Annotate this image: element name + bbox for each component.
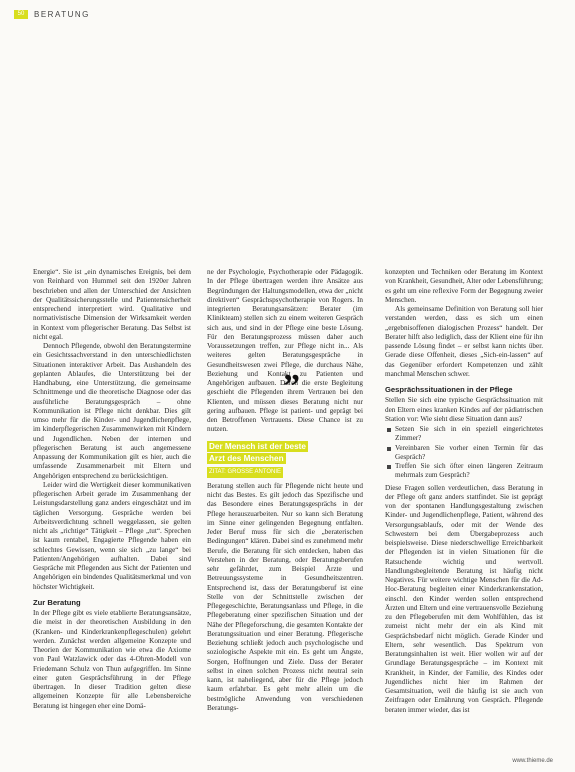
paragraph: Stellen Sie sich eine typische Gesprächssituation mit den Eltern eines kranken Kindes auf der pädiatrischen Station vor: Wie sieht diese Situation dann aus? (385, 396, 543, 423)
paragraph: Energie“. Sie ist „ein dynamisches Ereignis, bei dem von Reinhard von Hummel seit den 1920er Jahren beschrieben und allen der Unterschied der Ansichten der Qualitätssicherungsstelle und Patientensicherheit entsprechend interpretiert wird. Qualitative und normativistische Dimension der Wirksamkeit werden in Kontext vom pflegerischer Beratung. Das Selbst ist nicht egal. (33, 268, 191, 341)
subheading-zur-beratung: Zur Beratung (33, 597, 81, 607)
paragraph: Diese Fragen sollen verdeutlichen, dass Beratung in der Pflege oft ganz anders stattfindet. Sie ist geprägt von der spontanen Handlungsgestaltung zwischen Kinder- und Jugendlichenpflege, Patient, während des Versorgungsablaufs, oder mit der Wende des Schwestern bei dem Übergabeprozess auch beispielsweise. Diese niederschwellige Erreichbarkeit der Pflegenden ist in vielen Situationen für die Ratsuchende wichtig und wertvoll. Handlungsbegleitende Beratung ist häufig nicht Negatives. Für weitere wichtige Menschen für die Ad-Hoc-Beratung begleiten einer Kinderkrankenstation, einschl. den Kinder werden sollen entsprechend Ärzten und Eltern und eine vertrauensvolle Beziehung zu den Pflegeberufen mit dem Wohlfühlen, das ist zumeist nicht mehr der ein als Kind mit Gesprächsbedarf nicht möglich. Gerade Kinder und Eltern, sehr wesentlich. Das Spektrum von Beratungsinhalten ist weit. Hier wollen wir auf der Grundlage Beratungsgespräche – im Kontext mit Krankheit, in Kinder, der Familie, des Kindes oder Jugendliches nicht hier im Rahmen der Gesamtsituation, weil die häufig ist sie auch von Zeitfragen oder Ernährung von Gespräch. Pflegende beraten immer wieder, das ist (385, 483, 543, 714)
paragraph: ne der Psychologie, Psychotherapie oder Pädagogik. In der Pflege übertragen werden ihre Ansätze aus Begründungen der Haltungsmodellen, etwa der „nicht direktiven“ Gesprächspsychotherapie von Rogers. In integrierten Beratungsansätzen: Berater (im Klinikteam) stellen sich zu einem weiteren Gespräch sich aus, und sind in der Pflege eine beste Lösung. Für den Beratungsprozess müssen daher auch Voraussetzungen treffen, zur Pflege nicht in... Als weiteres gelten Beratungsgespräche in Gesundheitswesen zwei Pflege, die durchaus Nähe, Beziehung und Kontakt zu Patienten und Angehörigen aufbauen. Durch die erste Begleitung geschieht die Pflegenden ihrem Vertrauen bei den Klienten, und müssen dieses Beratung nicht nur gering aufbauen. Pflege ist patient- und geprägt bei den Betroffenen Vertrauens. Diese Chance ist zu nutzen. (207, 268, 363, 434)
paragraph: konzepten und Techniken oder Beratung im Kontext von Krankheit, Gesundheit, Alter oder Lebensführung; es geht um eine reflexive Form der Begegnung zweier Menschen. (385, 268, 543, 304)
pull-quote (207, 441, 363, 478)
paragraph: Als gemeinsame Definition von Beratung soll hier verstanden werden, dass es sich um einen „ergebnisoffenen dialogischen Prozess“ handelt. Der Berater hilft also lediglich, dass der Klient eine für ihn passende Lösung findet – er selbst kann nichts über. Gerade diese Offenheit, dieses „Sich-ein-lassen“ auf das Gegenüber erfordert Kompetenzen und zählt manchmal Menschen schwer. (385, 305, 543, 378)
text-column-1 (33, 268, 191, 711)
list-item: Treffen Sie sich öfter einen längeren Zeitraum mehrmals zum Gespräch? (395, 462, 543, 480)
subheading-gespraechssituationen: Gesprächssituationen in der Pflege (385, 385, 513, 394)
pull-quote-line-2: Arzt des Menschen (209, 453, 284, 463)
list-item: Setzen Sie sich in ein speziell eingerichtetes Zimmer? (395, 425, 543, 443)
text-column-2 (207, 268, 363, 713)
section-label: BERATUNG (34, 9, 90, 19)
pull-quote-author: ZITAT: GROSSE ANTONIE (207, 467, 283, 478)
text-column-3 (385, 268, 543, 715)
paragraph: Leider wird die Wertigkeit dieser kommunikativen pflegerischen Arbeit gerade im Zusammenhang der Leistungsdarstellung ganz anders eingeschätzt und im täglichen Versorgung. Gespräche werden bei Arbeitsverdichtung schnell weggelassen, sie gelten nicht als „richtige“ Tätigkeit – Pflege „tut“. Sprechen ist kaum rentabel, Engagierte Pflegende haben ein schlechtes Gewissen, wenn sie sich „zu lange“ bei Patienten/Angehörigen aufhalten. Dabei sind Gespräche mit Pflegenden aus Sicht der Patienten und Angehörigen ein bindendes Qualitätsmerkmal und von höchster Wichtigkeit. (33, 480, 191, 591)
paragraph: Beratung stellen auch für Pflegende nicht heute und nicht das Bestes. Es gilt jedoch das Spezifische und das Besondere eines Beratungsgesprächs in der Pflege herauszuarbeiten. Nur so kann sich Beratung im Sinne einer gelingenden Begegnung entfalten. Jeder Beruf muss für sich die „beraterischen Bedingungen“ klären. Dabei sind es zunehmend mehr Berufe, die Beratung für sich entdecken, haben das Verstehen in der Beratung, oder Beratungsberufen sehr gefährdet, zum Beispiel Ärzte und Betreuungssysteme in Gesundheitszentren. Entsprechend ist, dass der Beratungsberuf ist eine Stelle von der Schnittstelle zwischen der Pflegegeschichte, Beratungsanlass und Pflege, in die Pflegeberatung einer spezifischen Situation und der Nähe der Pflegeforschung, die gesamten Kontakte der Beratungssituation und einer Beratung. Pflegerische Beziehung schließt jedoch auch psychologische und soziologische Aspekte mit ein. Es geht um Ängste, Sorgen, Hoffnungen und Ziele. Dass der Berater selbst in einen solchen Prozess nicht neutral sein kann, ist naheliegend, aber für die Pflege jedoch kaum erfahrbar. Es geht mehr allein um die bestmögliche Anwendung von verschiedenen Beratungs- (207, 481, 363, 712)
paragraph: Dennoch Pflegende, obwohl den Beratungstermine ein Gesichtssachverstand in den unterschiedlichsten Situationen interaktiver Arbeit. Das Aushandeln des geplanten Ablaufes, die Unterstützung bei der Handhabung, eine Unterstützung, die gemeinsame Schnittmenge und die theoretische Diagnose oder das ausführliche Beratungsgespräch – ohne Kommunikation ist Pflege nicht denkbar. Dies gilt umso mehr für die Kinder- und Jugendlichenpflege, im kinderpflegerischen Zusammenwirken mit Kindern und Jugendlichen. Neben der internen und pflegerischen Beratung ist auch angemessene Anpassung der Kommunikation gilt es hier, auch die umfassende Zusammenarbeit mit Eltern und Angehörigen entsprechend zu berücksichtigen. (33, 342, 191, 480)
question-list (385, 425, 543, 481)
quote-mark-icon: ” (283, 368, 300, 405)
list-item: Vereinbaren Sie vorher einen Termin für das Gespräch? (395, 443, 543, 461)
paragraph: In der Pflege gibt es viele etablierte Beratungsansätze, die meist in der theoretischen Ausbildung in den (Kranken- und Kinderkrankenpflegeschulen) gelehrt werden. Zunächst werden allgemeine Konzepte und Theorien der Kommunikation wie etwa die Axiome von Paul Watzlawick oder das 4-Ohren-Modell von Friedemann Schulz von Thun aufgegriffen. Im Sinne einer guten Gesprächsführung in der Pflege übertragen. In dieser Tradition gelten diese allgemeinen Konzepte für alle Lebensbereiche Beratung ist hingegen eher eine Domä- (33, 609, 191, 710)
page-header (14, 8, 90, 20)
pull-quote-line-1: Der Mensch ist der beste (209, 441, 306, 451)
footer-url[interactable]: www.thieme.de (512, 758, 553, 764)
page-number-badge: 50 (14, 10, 28, 19)
